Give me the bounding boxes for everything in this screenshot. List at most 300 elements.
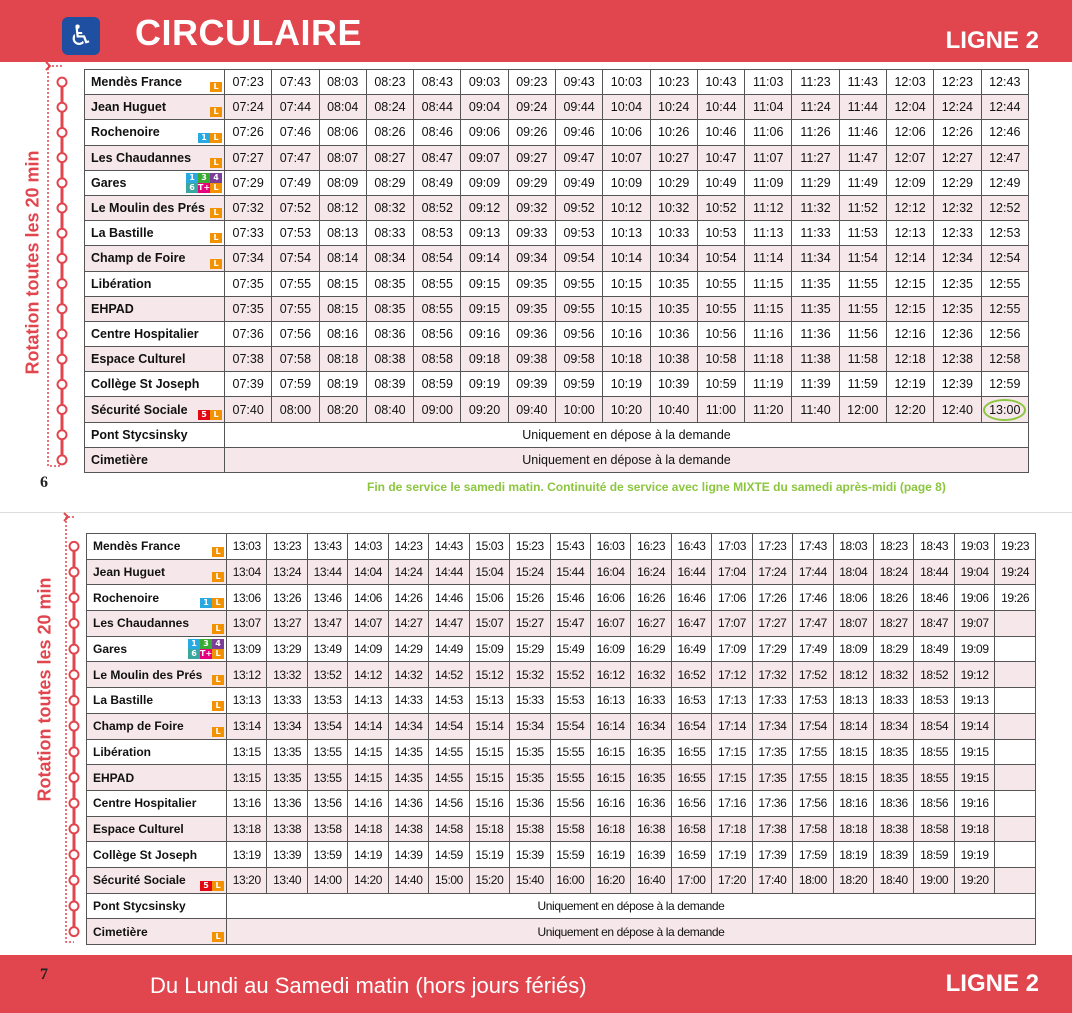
time-cell: 10:13	[603, 221, 650, 246]
time-cell: 09:20	[461, 397, 508, 422]
time-cell: 15:24	[510, 559, 550, 585]
time-cell: 11:49	[839, 170, 886, 195]
time-cell: 18:38	[874, 816, 914, 842]
time-cell: 10:24	[650, 95, 697, 120]
connection-badges	[188, 639, 224, 660]
time-cell: 09:55	[555, 271, 602, 296]
line-badge: L	[212, 572, 224, 582]
table-row	[87, 636, 1036, 662]
time-cell: 16:13	[590, 688, 630, 714]
time-cell: 12:52	[981, 195, 1029, 220]
time-cell: 16:49	[671, 636, 711, 662]
line-badge: L	[212, 881, 224, 891]
time-cell: 14:39	[388, 842, 428, 868]
time-cell: 09:52	[555, 195, 602, 220]
connection-badges	[212, 690, 224, 711]
stop-dot	[70, 670, 79, 679]
stop-label: Jean Huguet	[93, 565, 166, 580]
time-cell: 15:07	[469, 611, 509, 637]
stop-dot	[70, 876, 79, 885]
time-cell: 17:47	[793, 611, 833, 637]
time-cell: 17:34	[752, 713, 792, 739]
time-cell: 08:33	[366, 221, 413, 246]
time-cell: 08:43	[414, 70, 461, 95]
table-row	[87, 585, 1036, 611]
time-cell: 18:40	[874, 867, 914, 893]
time-cell: 12:36	[934, 321, 981, 346]
time-cell: 11:16	[745, 321, 792, 346]
time-cell: 14:00	[307, 867, 347, 893]
table-row	[87, 713, 1036, 739]
time-cell: 18:23	[874, 534, 914, 560]
stop-name	[87, 559, 227, 585]
table-row	[85, 95, 1029, 120]
time-cell: 09:35	[508, 271, 555, 296]
time-cell: 09:13	[461, 221, 508, 246]
time-cell: 09:40	[508, 397, 555, 422]
stop-name	[87, 893, 227, 919]
time-cell: 13:14	[227, 713, 267, 739]
connection-badges	[212, 921, 224, 942]
time-cell: 16:19	[590, 842, 630, 868]
stop-name	[85, 296, 225, 321]
time-cell: 07:23	[225, 70, 272, 95]
stop-label: La Bastille	[91, 226, 154, 241]
time-cell: 19:18	[954, 816, 994, 842]
stop-name	[85, 170, 225, 195]
time-cell: 16:15	[590, 765, 630, 791]
time-cell: 12:47	[981, 145, 1029, 170]
time-cell	[995, 765, 1036, 791]
time-cell: 13:20	[227, 867, 267, 893]
time-cell: 10:54	[697, 246, 744, 271]
time-cell: 07:24	[225, 95, 272, 120]
time-cell: 11:32	[792, 195, 839, 220]
time-cell: 08:19	[319, 372, 366, 397]
time-cell: 09:00	[414, 397, 461, 422]
time-cell	[981, 397, 1029, 422]
stop-dot	[70, 542, 79, 551]
time-cell: 10:32	[650, 195, 697, 220]
time-cell: 10:15	[603, 296, 650, 321]
time-cell: 07:43	[272, 70, 319, 95]
stop-name	[85, 347, 225, 372]
time-cell: 09:24	[508, 95, 555, 120]
stop-dot	[70, 645, 79, 654]
time-cell: 08:35	[366, 271, 413, 296]
time-cell: 16:34	[631, 713, 671, 739]
time-cell: 09:39	[508, 372, 555, 397]
time-cell: 18:35	[874, 765, 914, 791]
table-row	[85, 120, 1029, 145]
time-cell: 11:39	[792, 372, 839, 397]
time-cell: 12:26	[934, 120, 981, 145]
time-cell: 08:20	[319, 397, 366, 422]
stop-name	[87, 688, 227, 714]
time-cell: 09:19	[461, 372, 508, 397]
time-cell: 17:07	[712, 611, 752, 637]
time-cell: 09:15	[461, 296, 508, 321]
stop-label: Les Chaudannes	[91, 150, 192, 165]
time-cell: 16:26	[631, 585, 671, 611]
stop-dot	[70, 747, 79, 756]
stop-name	[87, 790, 227, 816]
time-cell: 15:20	[469, 867, 509, 893]
stop-name	[85, 372, 225, 397]
time-cell: 16:14	[590, 713, 630, 739]
time-cell: 07:33	[225, 221, 272, 246]
table-row	[85, 170, 1029, 195]
stop-name	[87, 662, 227, 688]
time-cell: 18:09	[833, 636, 873, 662]
time-cell: 07:32	[225, 195, 272, 220]
time-cell: 16:47	[671, 611, 711, 637]
connection-badges	[212, 716, 224, 737]
line-badge: 1	[200, 598, 212, 608]
time-cell: 08:04	[319, 95, 366, 120]
time-cell: 17:24	[752, 559, 792, 585]
time-cell: 17:15	[712, 739, 752, 765]
time-cell: 08:07	[319, 145, 366, 170]
time-cell: 11:56	[839, 321, 886, 346]
time-cell: 18:29	[874, 636, 914, 662]
time-cell: 15:55	[550, 765, 590, 791]
time-cell: 18:15	[833, 765, 873, 791]
time-cell: 11:55	[839, 271, 886, 296]
time-cell: 12:40	[934, 397, 981, 422]
time-cell: 15:13	[469, 688, 509, 714]
time-cell: 19:03	[954, 534, 994, 560]
table-row	[87, 662, 1036, 688]
time-cell: 10:00	[555, 397, 602, 422]
time-cell: 15:09	[469, 636, 509, 662]
time-cell: 16:55	[671, 739, 711, 765]
time-cell: 18:52	[914, 662, 954, 688]
time-cell: 09:38	[508, 347, 555, 372]
time-cell: 16:46	[671, 585, 711, 611]
time-cell: 14:04	[348, 559, 388, 585]
time-cell: 08:12	[319, 195, 366, 220]
time-cell: 16:40	[631, 867, 671, 893]
stop-label: La Bastille	[93, 693, 154, 708]
time-cell: 17:20	[712, 867, 752, 893]
time-cell: 16:27	[631, 611, 671, 637]
time-cell: 15:52	[550, 662, 590, 688]
time-cell: 08:44	[414, 95, 461, 120]
line-badge: T+	[198, 182, 211, 192]
time-cell: 19:09	[954, 636, 994, 662]
time-cell: 17:46	[793, 585, 833, 611]
time-cell: 18:35	[874, 739, 914, 765]
time-cell: 15:04	[469, 559, 509, 585]
time-cell: 10:56	[697, 321, 744, 346]
time-cell: 13:15	[227, 739, 267, 765]
time-cell: 13:13	[227, 688, 267, 714]
table-row	[85, 195, 1029, 220]
time-cell: 13:55	[307, 765, 347, 791]
line-badge: 1	[198, 133, 210, 143]
time-cell: 10:52	[697, 195, 744, 220]
line-badge: L	[212, 727, 224, 737]
time-cell: 19:24	[995, 559, 1036, 585]
time-cell: 18:55	[914, 765, 954, 791]
time-cell: 11:19	[745, 372, 792, 397]
table-row	[87, 842, 1036, 868]
table-row	[87, 919, 1036, 945]
time-cell: 08:18	[319, 347, 366, 372]
line-badge: L	[212, 932, 224, 942]
time-cell: 11:55	[839, 296, 886, 321]
time-cell: 09:34	[508, 246, 555, 271]
line-badge: T+	[200, 649, 213, 659]
time-cell: 07:58	[272, 347, 319, 372]
stop-label: Les Chaudannes	[93, 616, 190, 631]
time-cell: 14:46	[429, 585, 469, 611]
time-cell: 10:49	[697, 170, 744, 195]
time-cell: 19:14	[954, 713, 994, 739]
time-cell: 10:38	[650, 347, 697, 372]
time-cell: 13:44	[307, 559, 347, 585]
time-cell: 10:26	[650, 120, 697, 145]
time-cell: 08:52	[414, 195, 461, 220]
time-cell: 10:47	[697, 145, 744, 170]
time-cell: 17:44	[793, 559, 833, 585]
time-cell: 16:54	[671, 713, 711, 739]
time-cell: 18:12	[833, 662, 873, 688]
time-cell: 09:06	[461, 120, 508, 145]
stop-label: Cimetière	[91, 452, 148, 467]
table-row	[87, 688, 1036, 714]
time-cell: 09:14	[461, 246, 508, 271]
stop-label: Pont Stycsinsky	[91, 427, 188, 442]
time-cell: 15:35	[510, 739, 550, 765]
time-cell: 16:32	[631, 662, 671, 688]
time-cell: 18:14	[833, 713, 873, 739]
time-cell: 15:38	[510, 816, 550, 842]
time-cell	[995, 739, 1036, 765]
line-badge: 5	[200, 881, 212, 891]
line-badge: 4	[212, 639, 224, 649]
time-cell: 10:43	[697, 70, 744, 95]
stop-name	[85, 221, 225, 246]
time-cell: 12:09	[886, 170, 933, 195]
time-cell: 19:20	[954, 867, 994, 893]
highlighted-time: 13:00	[983, 399, 1026, 421]
time-cell: 11:15	[745, 296, 792, 321]
stop-name	[85, 246, 225, 271]
time-cell: 14:36	[388, 790, 428, 816]
on-demand-cell: Uniquement en dépose à la demande	[225, 422, 1029, 447]
time-cell: 10:14	[603, 246, 650, 271]
time-cell: 13:55	[307, 739, 347, 765]
time-cell: 16:58	[671, 816, 711, 842]
time-cell	[995, 816, 1036, 842]
time-cell: 18:46	[914, 585, 954, 611]
time-cell: 14:35	[388, 765, 428, 791]
time-cell: 19:12	[954, 662, 994, 688]
connection-badges	[212, 613, 224, 634]
time-cell: 16:15	[590, 739, 630, 765]
service-days: Du Lundi au Samedi matin (hors jours fériés)	[150, 973, 587, 998]
time-cell: 11:27	[792, 145, 839, 170]
time-cell: 11:00	[697, 397, 744, 422]
time-cell: 12:15	[886, 296, 933, 321]
time-cell: 13:49	[307, 636, 347, 662]
time-cell: 15:56	[550, 790, 590, 816]
time-cell: 07:26	[225, 120, 272, 145]
time-cell: 09:49	[555, 170, 602, 195]
time-cell: 18:27	[874, 611, 914, 637]
stop-dot	[70, 773, 79, 782]
time-cell: 15:15	[469, 765, 509, 791]
time-cell: 08:40	[366, 397, 413, 422]
line-badge: L	[212, 547, 224, 557]
time-cell: 18:55	[914, 739, 954, 765]
time-cell: 14:35	[388, 739, 428, 765]
line-badge: L	[212, 649, 224, 659]
connection-badges	[212, 562, 224, 583]
connection-badges	[210, 72, 222, 92]
time-cell: 07:34	[225, 246, 272, 271]
time-cell: 15:49	[550, 636, 590, 662]
time-cell: 19:19	[954, 842, 994, 868]
time-cell: 16:59	[671, 842, 711, 868]
time-cell: 11:35	[792, 296, 839, 321]
table-row	[87, 867, 1036, 893]
time-cell: 10:58	[697, 347, 744, 372]
line-badge: 6	[186, 183, 198, 193]
time-cell: 13:35	[267, 739, 307, 765]
line-badge: 4	[210, 173, 222, 183]
time-cell: 19:15	[954, 765, 994, 791]
rotation-label-top: Rotation toutes les 20 min	[22, 150, 43, 375]
connection-badges	[198, 399, 222, 419]
time-cell: 07:47	[272, 145, 319, 170]
time-cell: 09:43	[555, 70, 602, 95]
stop-dot	[70, 850, 79, 859]
time-cell: 19:26	[995, 585, 1036, 611]
time-cell: 08:55	[414, 271, 461, 296]
time-cell: 16:56	[671, 790, 711, 816]
time-cell: 19:00	[914, 867, 954, 893]
line-badge: L	[212, 624, 224, 634]
time-cell: 15:54	[550, 713, 590, 739]
time-cell: 17:55	[793, 739, 833, 765]
time-cell: 11:24	[792, 95, 839, 120]
time-cell: 14:32	[388, 662, 428, 688]
time-cell: 09:56	[555, 321, 602, 346]
time-cell: 08:58	[414, 347, 461, 372]
time-cell: 11:23	[792, 70, 839, 95]
stop-label: Espace Culturel	[93, 821, 184, 836]
time-cell: 10:44	[697, 95, 744, 120]
time-cell: 08:09	[319, 170, 366, 195]
time-cell: 07:49	[272, 170, 319, 195]
time-cell: 07:54	[272, 246, 319, 271]
time-cell: 15:34	[510, 713, 550, 739]
time-cell: 18:56	[914, 790, 954, 816]
stop-name	[87, 867, 227, 893]
stop-name	[85, 422, 225, 447]
time-cell: 11:58	[839, 347, 886, 372]
time-cell: 12:32	[934, 195, 981, 220]
table-row	[85, 372, 1029, 397]
connection-badges	[210, 97, 222, 117]
time-cell	[995, 790, 1036, 816]
time-cell: 08:59	[414, 372, 461, 397]
time-cell: 13:23	[267, 534, 307, 560]
line-badge: 1	[188, 639, 200, 649]
time-cell: 09:09	[461, 170, 508, 195]
time-cell: 14:49	[429, 636, 469, 662]
time-cell: 16:29	[631, 636, 671, 662]
time-cell: 12:13	[886, 221, 933, 246]
time-cell: 07:46	[272, 120, 319, 145]
time-cell: 18:39	[874, 842, 914, 868]
time-cell: 07:44	[272, 95, 319, 120]
time-cell: 07:59	[272, 372, 319, 397]
time-cell: 09:04	[461, 95, 508, 120]
time-cell: 08:23	[366, 70, 413, 95]
stop-dot	[70, 927, 79, 936]
stop-dot	[70, 568, 79, 577]
time-cell: 07:39	[225, 372, 272, 397]
connection-badges	[212, 536, 224, 557]
time-cell: 13:34	[267, 713, 307, 739]
time-cell: 14:15	[348, 739, 388, 765]
time-cell: 13:15	[227, 765, 267, 791]
time-cell: 16:04	[590, 559, 630, 585]
time-cell: 13:03	[227, 534, 267, 560]
connection-badges	[186, 173, 222, 193]
stop-label: Rochenoire	[93, 590, 160, 605]
time-cell: 11:18	[745, 347, 792, 372]
time-cell: 09:36	[508, 321, 555, 346]
time-cell: 17:36	[752, 790, 792, 816]
time-cell: 18:26	[874, 585, 914, 611]
time-cell	[995, 713, 1036, 739]
line-badge: L	[210, 233, 222, 243]
time-cell: 15:26	[510, 585, 550, 611]
time-cell: 14:24	[388, 559, 428, 585]
time-cell: 11:06	[745, 120, 792, 145]
time-cell: 19:06	[954, 585, 994, 611]
time-cell: 19:16	[954, 790, 994, 816]
time-cell: 12:23	[934, 70, 981, 95]
connection-badges	[200, 870, 224, 891]
time-cell: 18:00	[793, 867, 833, 893]
time-cell: 07:29	[225, 170, 272, 195]
time-cell: 15:44	[550, 559, 590, 585]
time-cell: 11:34	[792, 246, 839, 271]
stop-label: Gares	[91, 175, 127, 190]
table-row	[85, 321, 1029, 346]
table-row	[87, 765, 1036, 791]
time-cell: 12:59	[981, 372, 1029, 397]
time-cell: 14:14	[348, 713, 388, 739]
stop-label: Mendès France	[93, 539, 181, 554]
stop-label: EHPAD	[91, 301, 134, 316]
time-cell: 12:20	[886, 397, 933, 422]
time-cell: 11:12	[745, 195, 792, 220]
time-cell: 11:38	[792, 347, 839, 372]
time-cell: 07:55	[272, 296, 319, 321]
time-cell: 10:46	[697, 120, 744, 145]
table-row	[87, 559, 1036, 585]
time-cell: 18:34	[874, 713, 914, 739]
time-cell: 14:03	[348, 534, 388, 560]
time-cell: 14:53	[429, 688, 469, 714]
